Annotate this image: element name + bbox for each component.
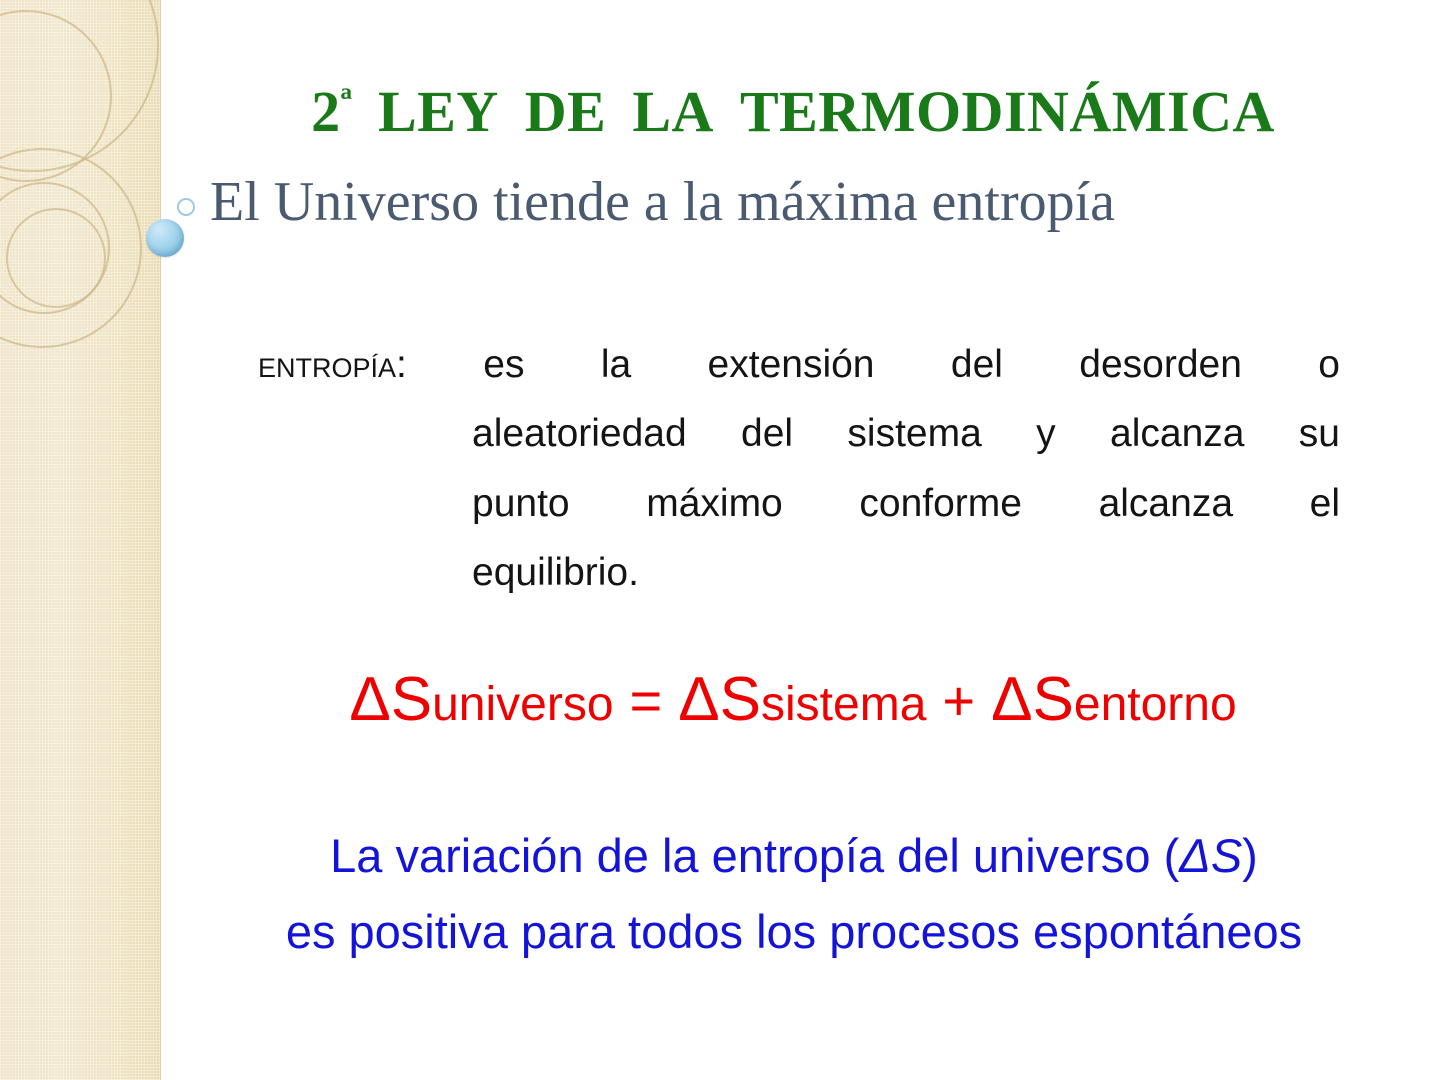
bullet-ring-icon <box>177 198 195 216</box>
subscript-sistema: sistema <box>761 678 927 731</box>
equation-term-system <box>678 665 927 734</box>
definition-term: entropía: <box>258 343 407 386</box>
title-word-termodinamica: TERMODINÁMICA <box>739 79 1275 144</box>
conclusion-text <box>150 818 1438 970</box>
equation-term-universe <box>349 665 614 734</box>
title-number: 2 <box>311 79 341 144</box>
subscript-universo: universo <box>432 678 614 731</box>
delta-symbol: Δ <box>678 665 720 734</box>
conclusion-line-2: es positiva para todos los procesos espontáneos <box>285 905 1303 959</box>
conclusion-delta-s-symbol: ΔS <box>1179 829 1243 882</box>
plus-sign: + <box>942 669 976 732</box>
conclusion-line-1-suffix: ) <box>1242 829 1258 882</box>
delta-symbol: Δ <box>349 665 391 734</box>
equals-sign: = <box>629 669 663 732</box>
equation-term-surroundings <box>991 665 1237 734</box>
conclusion-line-1-prefix: La variación de la entropía del universo ( <box>330 829 1180 882</box>
s-symbol: S <box>719 665 762 734</box>
title-ordinal-suffix: ª <box>340 80 353 122</box>
entropy-equation <box>168 665 1418 734</box>
delta-symbol: Δ <box>991 665 1033 734</box>
title-word-la: LA <box>632 79 714 144</box>
decorative-side-band <box>0 0 161 1080</box>
title-number-group <box>311 79 352 144</box>
definition-line-4: equilibrio. <box>472 551 639 595</box>
slide-title <box>168 78 1418 145</box>
subscript-entorno: entorno <box>1073 678 1237 731</box>
definition-line-2: aleatoriedad del sistema y alcanza su <box>472 412 1340 456</box>
title-word-ley: LEY <box>378 79 499 144</box>
slide-subtitle: El Universo tiende a la máxima entropía <box>210 171 1116 233</box>
definition-line-1-text: es la extensión del desorden o <box>483 343 1340 386</box>
definition-paragraph <box>258 330 1340 608</box>
decorative-circle-icon <box>6 208 106 308</box>
bullet-sphere-icon <box>146 219 184 257</box>
s-symbol: S <box>390 665 433 734</box>
conclusion-line-1 <box>150 818 1438 894</box>
definition-line-3: punto máximo conforme alcanza el <box>472 481 1340 525</box>
title-word-de: DE <box>524 79 607 144</box>
definition-line-1 <box>258 330 1340 399</box>
s-symbol: S <box>1032 665 1074 734</box>
